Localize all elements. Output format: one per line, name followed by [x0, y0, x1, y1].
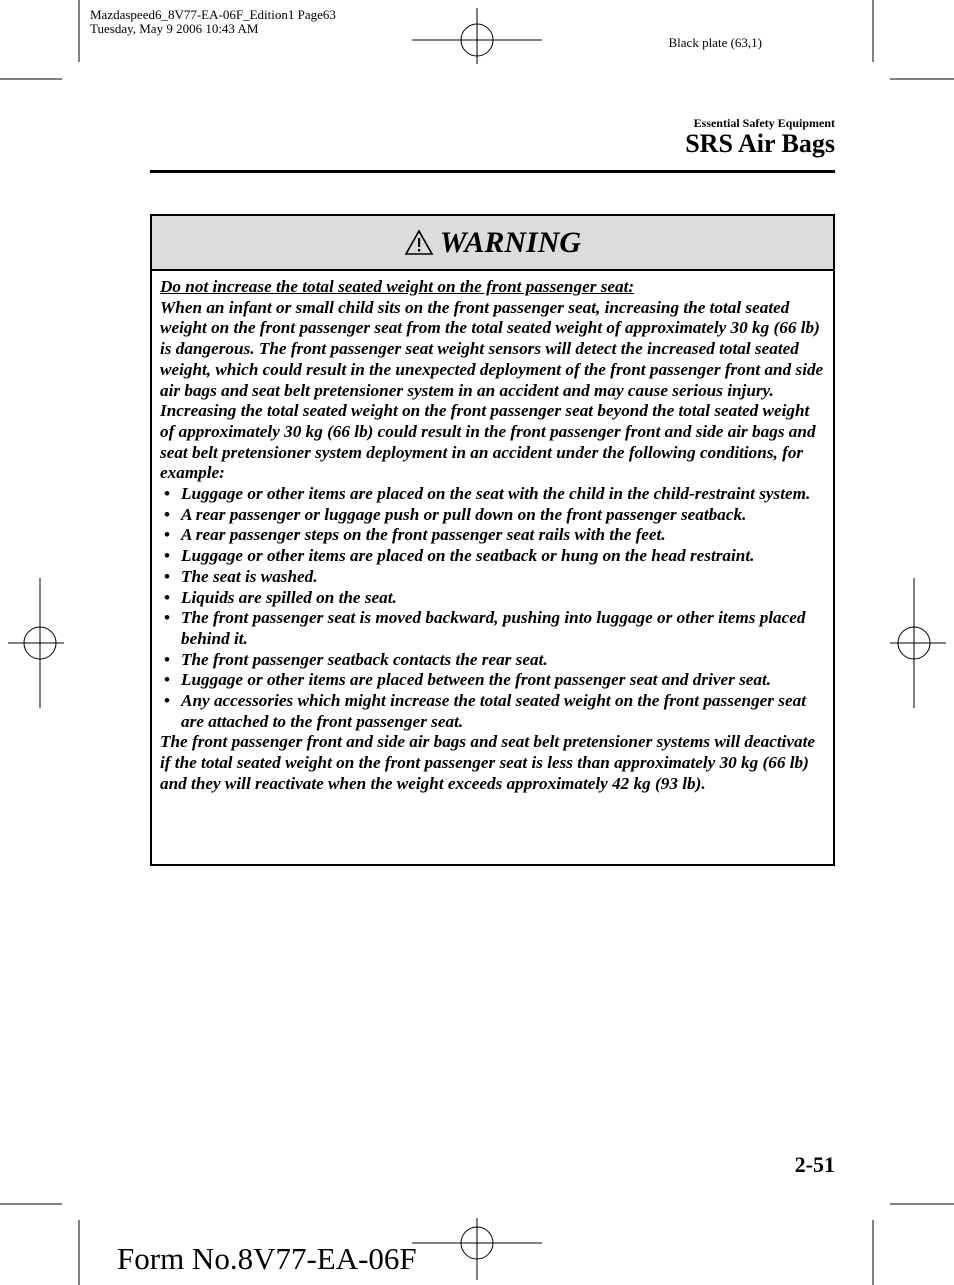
warning-lead: Do not increase the total seated weight on the front passenger seat: — [160, 277, 635, 296]
list-item: • The front passenger seatback contacts the rear seat. — [164, 649, 548, 669]
warning-header — [152, 216, 833, 271]
warning-heading: WARNING — [439, 225, 582, 259]
list-item: • Luggage or other items are placed on the seat with the child in the child-restraint system. — [164, 484, 811, 504]
warning-conditions-list — [160, 484, 825, 732]
warning-intro: When an infant or small child sits on the front passenger seat, increasing the total seated weight on the front passenger seat from the total seated weight of approximately 30 kg (66 lb) is dangerous. The front passenger seat weight sensors will detect the increased total seated weight, which could result in the unexpected deployment of the front passenger front and side air bags and seat belt pretensioner system in an accident and may cause serious injury. Increasing the total seated weight on the front passenger seat beyond the total seated weight of approximately 30 kg (66 lb) could result in the front passenger front and side air bags and seat belt pretensioner system deployment in an accident under the following conditions, for example: — [160, 297, 824, 483]
list-item: • The front passenger seat is moved backward, pushing into luggage or other items placed behind it. — [164, 608, 806, 648]
page-title: SRS Air Bags — [685, 129, 835, 158]
form-number: Form No.8V77-EA-06F — [117, 1241, 417, 1276]
warning-closing: The front passenger front and side air bags and seat belt pretensioner systems will deactivate if the total seated weight on the front passenger seat is less than approximately 30 kg (66 lb) and they will reactivate when the weight exceeds approximately 42 kg (93 lb). — [160, 732, 816, 793]
registration-mark-right — [890, 578, 946, 708]
section-label: Essential Safety Equipment — [693, 116, 835, 130]
plate-label: Black plate (63,1) — [668, 35, 762, 50]
list-item: • Luggage or other items are placed on the seatback or hung on the head restraint. — [164, 546, 755, 566]
list-item: • The seat is washed. — [164, 566, 318, 586]
list-item: • Liquids are spilled on the seat. — [164, 587, 397, 607]
list-item: • A rear passenger or luggage push or pull down on the front passenger seatback. — [164, 504, 747, 524]
registration-mark-bottom — [412, 1218, 542, 1280]
print-meta — [90, 8, 336, 36]
list-item: • Any accessories which might increase the total seated weight on the front passenger seat are attached to the front passenger seat. — [164, 691, 806, 731]
warning-triangle-icon — [404, 229, 434, 256]
page-number: 2-51 — [794, 1152, 835, 1177]
print-file-line: Mazdaspeed6_8V77-EA-06F_Edition1 Page63 — [90, 7, 336, 22]
print-date-line: Tuesday, May 9 2006 10:43 AM — [90, 21, 259, 36]
list-item: • Luggage or other items are placed between the front passenger seat and driver seat. — [164, 670, 772, 690]
registration-mark-left — [8, 578, 64, 708]
header-rule — [150, 170, 835, 173]
registration-mark-top — [412, 8, 542, 64]
list-item: • A rear passenger steps on the front passenger seat rails with the feet. — [164, 525, 666, 545]
warning-body — [152, 271, 833, 795]
warning-box — [150, 214, 835, 866]
